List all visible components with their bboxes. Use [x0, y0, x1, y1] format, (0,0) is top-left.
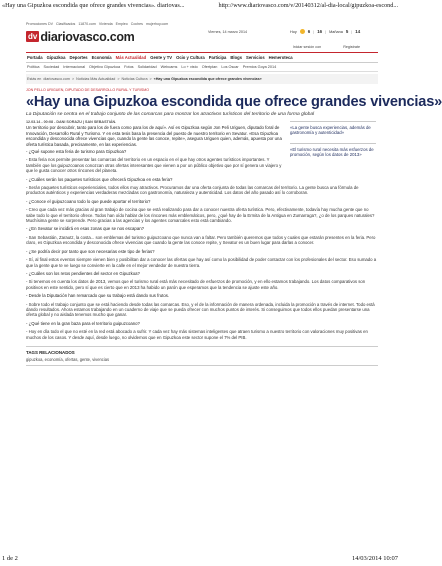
- nav-participa[interactable]: Participa: [208, 55, 227, 60]
- nav-servicios[interactable]: Servicios: [246, 55, 265, 60]
- subnav-internacional[interactable]: Internacional: [63, 65, 86, 69]
- subnav-politica[interactable]: Política: [27, 65, 40, 69]
- breadcrumb-sep: >: [117, 77, 120, 81]
- pullquote-column: [290, 120, 376, 182]
- answer: - Si tenemos en cuenta los datos de 2013, vemos que el turismo rural está más necesitado de esfuerzos de promoción, y en ello estamos trabajando. Los datos comparativos son positivos en este sentido, pero sí que es cierto que en 2013 ha habido un parón que esperamos que la tendencia se ajuste este año.: [26, 279, 366, 290]
- nav-ocio-cultura[interactable]: Ocio y Cultura: [176, 55, 205, 60]
- sub-nav: [26, 63, 378, 72]
- article-headline: «Hay una Gipuzkoa escondida que ofrece grandes vivencias»: [26, 94, 442, 110]
- article-subhead: La Diputación se centra en el trabajo conjunto de las comarcas para mostrar los atractivos turísticos del territorio de una forma global: [26, 112, 315, 117]
- answer: - Sobre todo el trabajo conjunto que se está haciendo desde todas las comarcas. Eso, y el de la información de manera ordenada, incluida la promoción a través de internet. Todo está dando resultados. Ahora estamos trabajando en un cuaderno de viaje que se pueda ofrecer con muchos puntos de interés. Si conseguimos que todos ellos puedan presentarse una oferta global y no aislada tenemos mucho que ganar.: [26, 301, 375, 318]
- toplink-promociones[interactable]: Promociones DV: [26, 22, 53, 26]
- nav-gipuzkoa[interactable]: Gipuzkoa: [46, 55, 66, 60]
- nav-economia[interactable]: Economía: [91, 55, 112, 60]
- weather-separator: |: [325, 29, 327, 34]
- question: - ¿En Sevatur se incidirá en esas zonas que se nos escapan?: [26, 226, 144, 232]
- weather-separator: |: [313, 29, 315, 34]
- subnav-fotos[interactable]: Fotos: [124, 65, 134, 69]
- nav-blogs[interactable]: Blogs: [230, 55, 243, 60]
- breadcrumb-sep: >: [72, 77, 75, 81]
- nav-gente-tv[interactable]: Gente y TV: [150, 55, 173, 60]
- sun-icon: [300, 29, 305, 34]
- nav-deportes[interactable]: Deportes: [69, 55, 88, 60]
- breadcrumb-home[interactable]: diariovasco.com: [43, 77, 71, 81]
- weather-today-min: 6: [307, 29, 311, 34]
- answer: - Sí, al final estos eventos siempre vienen bien y posibilitan dar a conocer las ofertas que hay así como la posibilidad de poder contactar con los profesionales del sector. Eso sumado a que la gente que te ve luego se convierte en la calle en el mejor vendedor de nuestra tierra.: [26, 257, 377, 268]
- toplink-11870[interactable]: 11870.com: [78, 22, 96, 26]
- question: - ¿Cuáles son los retos pendientes del sector en Gipuzkoa?: [26, 270, 140, 276]
- article-body-top: [26, 120, 284, 182]
- nav-portada[interactable]: Portada: [27, 55, 43, 60]
- pullquote: «La gente busca experiencias, además de gastronomía y autenticidad»: [290, 121, 376, 139]
- subnav-oscar[interactable]: Los Oscar: [221, 65, 239, 69]
- toplink-coches[interactable]: Coches: [130, 22, 143, 26]
- subnav-webcams[interactable]: Webcams: [160, 65, 178, 69]
- toplink-vivienda[interactable]: Vivienda: [98, 22, 113, 26]
- subnav-solidaridad[interactable]: Solidaridad: [137, 65, 157, 69]
- site-logo[interactable]: [26, 30, 135, 44]
- print-footer: [2, 555, 398, 562]
- nav-hemeroteca[interactable]: Hemeroteca: [268, 55, 293, 60]
- subnav-ofertplan[interactable]: Ofertplan: [201, 65, 218, 69]
- logo-mark: dv: [28, 32, 38, 41]
- question: - ¿Se podría decir por tanto que son necesarias este tipo de ferias?: [26, 248, 155, 254]
- answer: - Serán paquetes turísticos experienciales, todos ellos muy atractivos. Procuramos dar una oferta conjunta de todas las comarcas del territorio. La gente busca una fórmula de productos auténticos y experiencias verdaderas mezcladas con gastronomía, naturaleza y autenticidad. Los datos del año pasado así lo corroboran.: [26, 185, 359, 196]
- print-header-title: «Hay una Gipuzkoa escondida que ofrece grandes vivencias». diariovas...: [2, 2, 185, 9]
- masthead: [26, 28, 378, 45]
- article-byline: 12.03.14 - 00:08 - DANI SORAZU | SAN SEBASTIÁN.: [26, 120, 117, 124]
- article-kicker: JON PELLO URIGUEN, DIPUTADO DE DESARROLLO RURAL Y TURISMO: [26, 88, 150, 92]
- subnav-lo-mas-visto[interactable]: Lo + visto: [181, 65, 198, 69]
- current-date: Viernes, 14 marzo 2014: [208, 30, 248, 34]
- article-lead: Un territorio por descubrir, tanto para los de fuera como para los de aquí». Así es Gipuzkoa según Jon Peli Uriguen, diputado foral de Innovación, Desarrollo Rural y Turismo. Y en esta tesis basa la presencia del puesto de nuestro territorio en Sevatur. «Esa Gipuzkoa escondida y desconocida ofrece vivencias que, cuando la gente las conoce, repite», asegura Uriguen quien, además, apuesta por una oferta turística basada, precisamente, en las experiencias.: [26, 125, 282, 147]
- question: - ¿Qué tiene en la gran baza para el territorio guipuzcoano?: [26, 320, 140, 326]
- toplink-mujerhoy[interactable]: mujerhoy.com: [145, 22, 169, 26]
- top-links: [26, 21, 378, 27]
- toplink-empleo[interactable]: Empleo: [115, 22, 128, 26]
- login-link[interactable]: Iniciar sesión con: [292, 45, 322, 49]
- weather-today-max: 16: [317, 29, 323, 34]
- question: - Desde la Diputación han remarcado que su trabajo está dando sus frutos.: [26, 293, 170, 299]
- nav-mas-actualidad[interactable]: Más Actualidad: [115, 55, 147, 60]
- subnav-sociedad[interactable]: Sociedad: [43, 65, 60, 69]
- print-header-url: http://www.diariovasco.com/v/20140312/al-dia-local/gipuzkoa-escond...: [218, 2, 398, 9]
- register-link[interactable]: Registrate: [343, 45, 360, 49]
- breadcrumb-sep: >: [149, 77, 152, 81]
- pullquote: «El turismo rural necesita más esfuerzos de promoción, según los datos de 2013»: [290, 143, 376, 161]
- print-timestamp: 14/03/2014 10:07: [351, 555, 398, 562]
- article-body-full: [26, 185, 378, 366]
- breadcrumb-current: «Hay una Gipuzkoa escondida que ofrece grandes vivencias»: [153, 77, 262, 81]
- print-header: [2, 2, 398, 9]
- article-page: [26, 21, 442, 366]
- answer: - Creo que cada vez más gracias al gran trabajo de cocina que se está realizando para dar a conocer nuestra oferta turística. Pero, efectivamente, todavía hay mucha gente que no sabe todo lo que el territorio ofrece. Todos han oído hablar de los rincones más emblemáticos, pero, ¿qué hay de la Ermita de la Antigua en Zumarraga?, ¿o de los parques naturales? Muchísima gente se sorprende. Pero gracias a las agencias y los agentes comarcales esto está cambiando.: [26, 207, 375, 224]
- answer: - Hoy en día todo el que no esté en la red está abocado a sufrir. Y cada vez hay más sistemas inteligentes que atraen turismo a nuestro territorio con valoraciones muy positivas en muchos de los casos. Y desde aquí, desde luego, no olvidemos que en Gipuzkoa este sector supone el 7% del PIB.: [26, 329, 368, 340]
- weather-tomorrow-max: 14: [355, 29, 361, 34]
- tags-title: TAGS RELACIONADOS: [26, 346, 378, 355]
- page-number: 1 de 2: [2, 555, 18, 562]
- weather-separator: |: [351, 29, 353, 34]
- article-top: [26, 120, 378, 182]
- breadcrumb-label: Estás en: [27, 77, 42, 81]
- weather-widget[interactable]: [290, 29, 360, 34]
- subnav-goya[interactable]: Premios Goya 2014: [242, 65, 277, 69]
- qa-top: [26, 149, 284, 182]
- answer: - San Sebastián, Zarautz, la costa... son emblemas del turismo guipuzcoano que nunca van a faltar. Pero también queremos que todos y cuales que estarán presentes en la feria. Pero claro, es Gipuzkoa escondida y desconocida ofrece vivencias que cuando la gente las conoce repite, y Sevatur es un buen lugar para darlas a conocer.: [26, 234, 376, 246]
- weather-tomorrow-min: 5: [345, 29, 349, 34]
- question: - ¿Conoce el guipuzcoano todo lo que puede aportar el territorio?: [26, 198, 151, 204]
- subnav-objetivo-gipuzkoa[interactable]: Objetivo Gipuzkoa: [89, 65, 121, 69]
- login-row: [26, 45, 378, 50]
- breadcrumb: [26, 74, 378, 84]
- toplink-clasificados[interactable]: Clasificados: [55, 22, 76, 26]
- main-nav: [26, 52, 378, 63]
- logo-text: diariovasco.com: [40, 29, 135, 44]
- breadcrumb-cultura[interactable]: Noticias Cultura: [121, 77, 148, 81]
- question: - ¿Qué supone esta feria de turismo para Gipuzkoa?: [26, 149, 127, 154]
- answer: - Esta feria nos permite presentar las comarcas del territorio en un espacio en el que hay otros agentes turísticos importantes. Y también que los guipuzcoanos conozcan otras ofertas interesantes que vienen a por un público objetivo que por sí genera un viajero y que le gusta conocer otros rincones del planeta.: [26, 157, 282, 174]
- breadcrumb-mas-actualidad[interactable]: Noticias Más Actualidad: [76, 77, 116, 81]
- question: - ¿Cuáles serán los paquetes turísticos que ofrecerá Gipuzkoa en esta feria?: [26, 176, 173, 182]
- weather-today-label: Hoy: [290, 29, 297, 34]
- tags-list[interactable]: gipuzkoa, economía, ofertas, gente, vivencias: [26, 357, 378, 366]
- weather-tomorrow-label: Mañana: [329, 29, 343, 34]
